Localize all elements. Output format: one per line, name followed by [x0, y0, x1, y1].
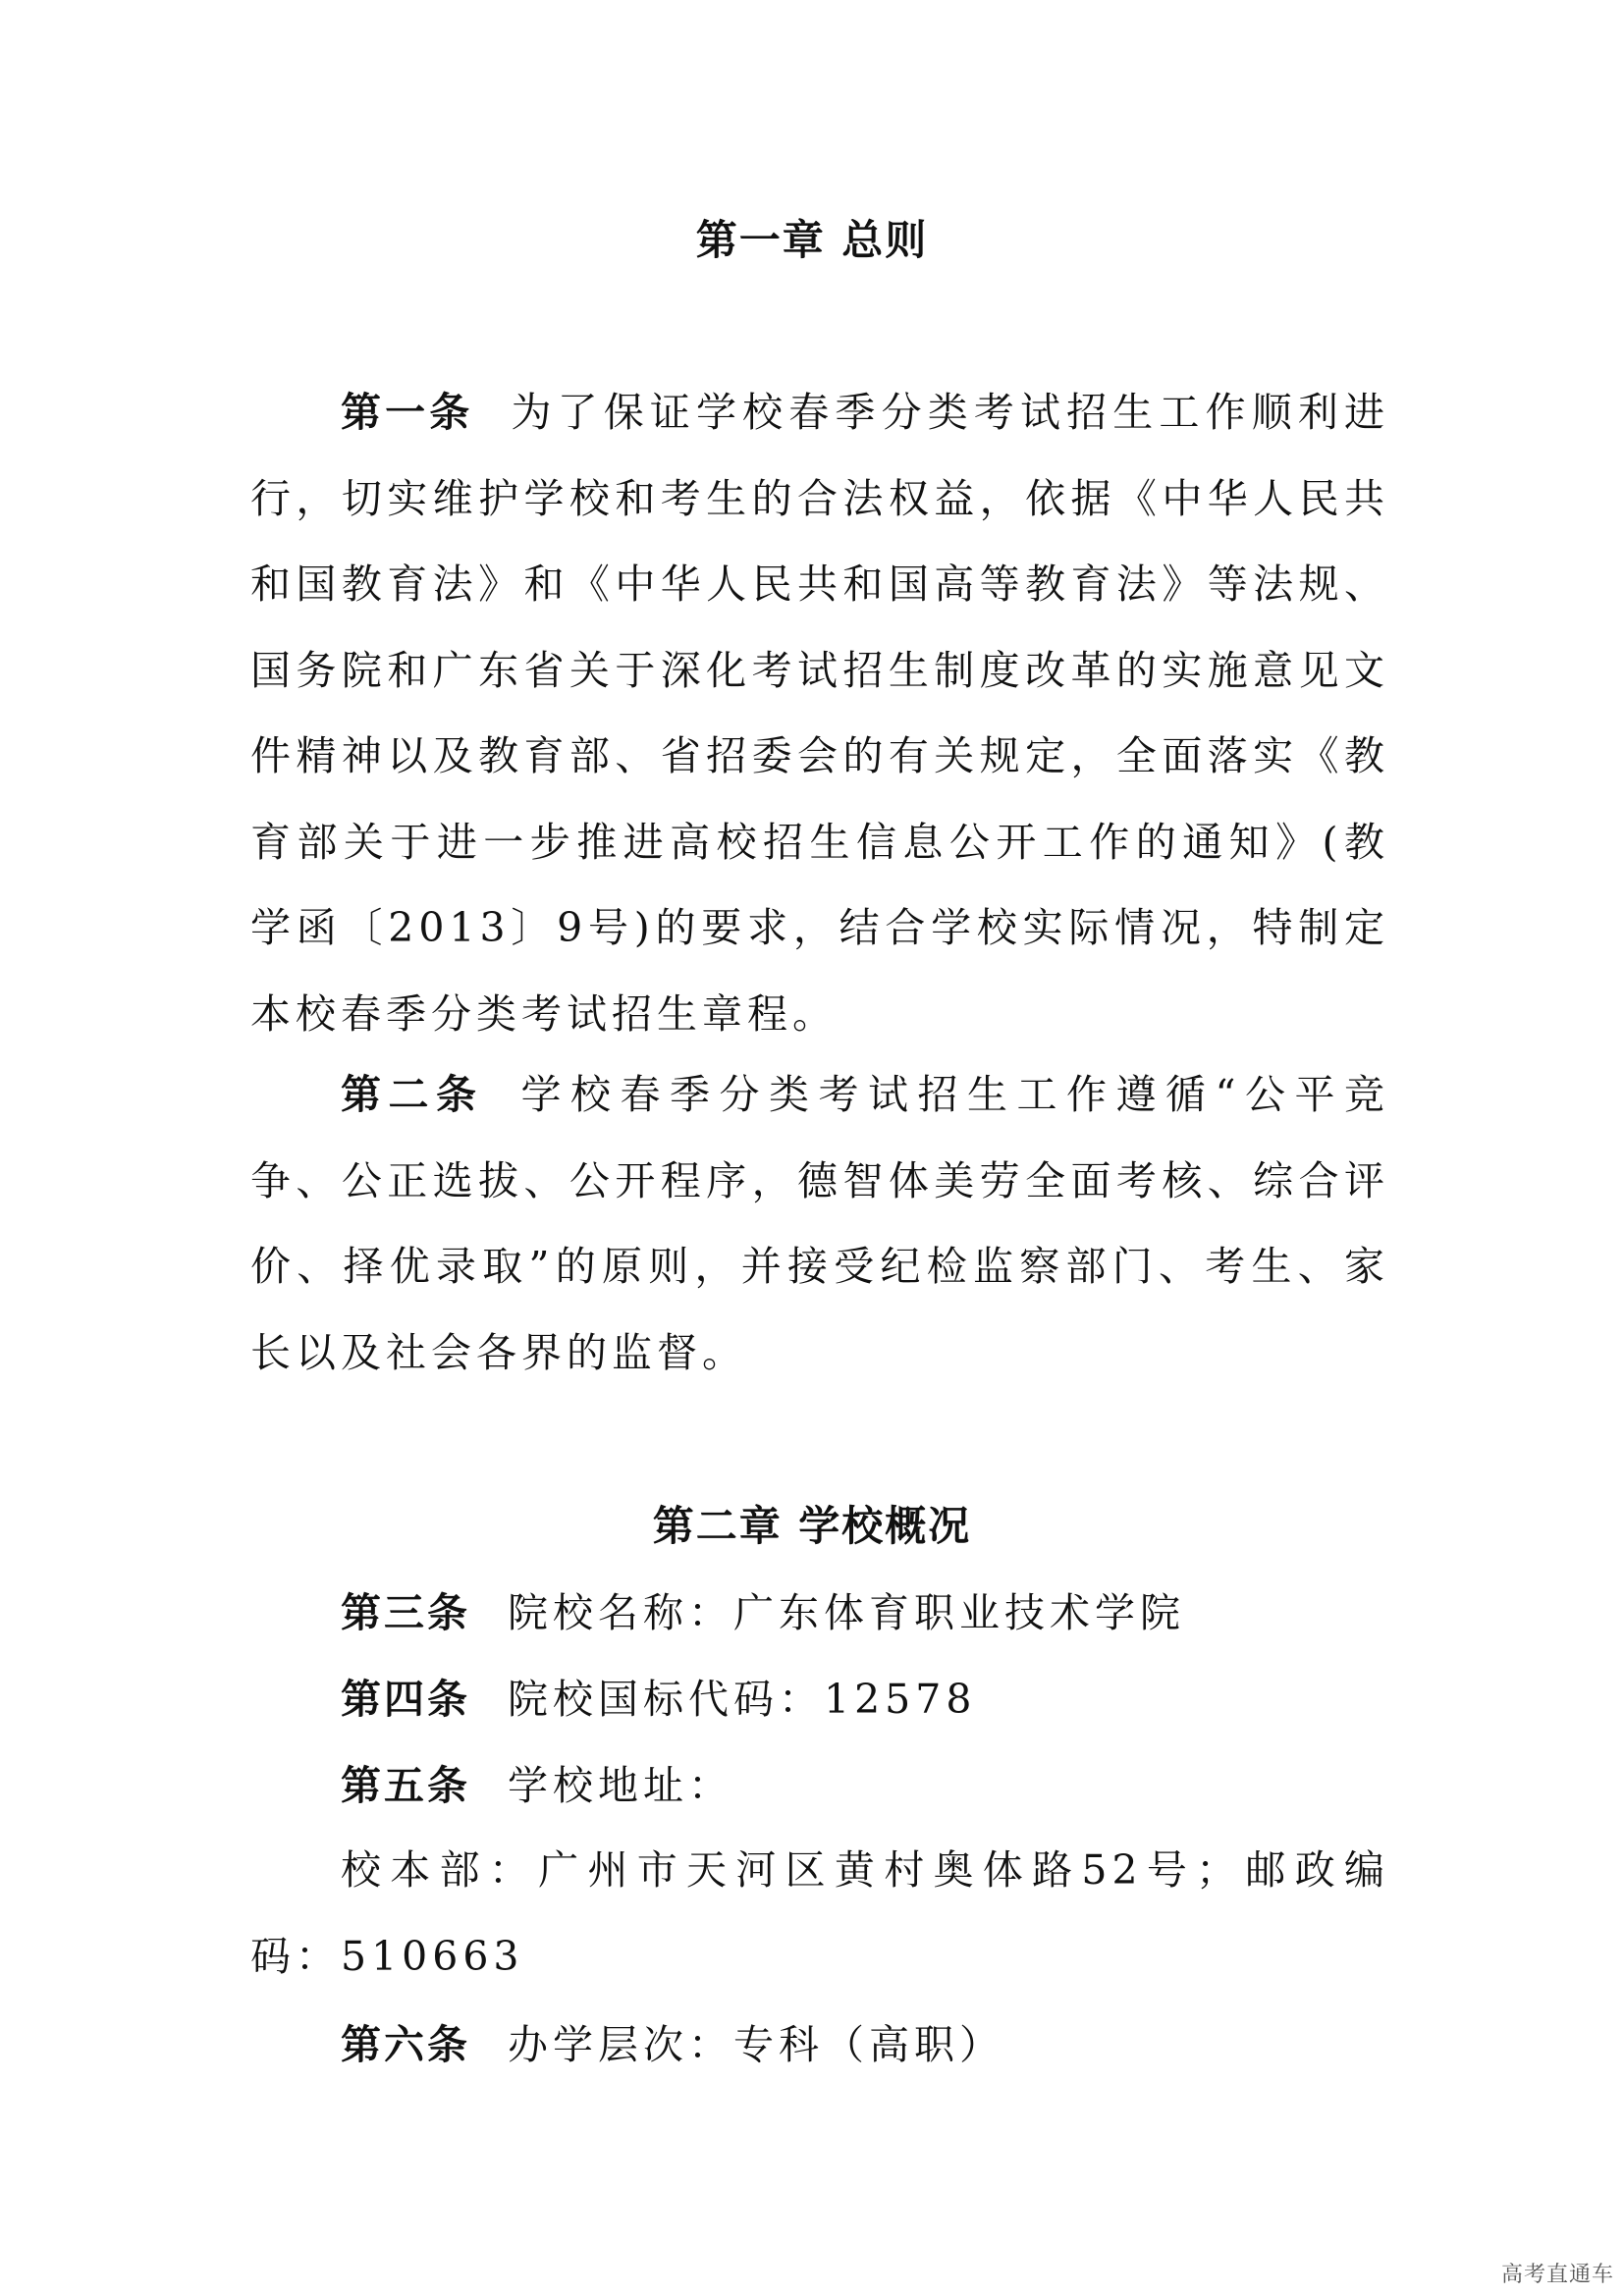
article-6-text: 办学层次：专科（高职）: [508, 2021, 1004, 2068]
article-1-text: 为了保证学校春季分类考试招生工作顺利进行，切实维护学校和考生的合法权益，依据《中华人民共和国教育法》和《中华人民共和国高等教育法》等法规、国务院和广东省关于深化考试招生制度改革的实施意见文件精神以及教育部、省招委会的有关规定，全面落实《教育部关于进一步推进高校招生信息公开工作的通知》(教学函〔2013〕9号)的要求，结合学校实际情况，特制定本校春季分类考试招生章程。: [250, 389, 1390, 1038]
article-2: [250, 1052, 1389, 1396]
article-4-label: 第四条: [341, 1676, 470, 1723]
article-6-label: 第六条: [341, 2021, 470, 2068]
article-4-text: 院校国标代码：12578: [508, 1676, 977, 1723]
watermark-text: 高考直通车: [1500, 2263, 1614, 2287]
article-1: [250, 370, 1389, 1057]
article-5-label: 第五条: [341, 1762, 470, 1809]
article-3-label: 第三条: [341, 1589, 470, 1636]
campus-address: 校本部：广州市天河区黄村奥体路52号；邮政编码：510663: [250, 1846, 1389, 1980]
article-4: [341, 1670, 976, 1729]
article-5-text: 学校地址：: [508, 1762, 733, 1809]
article-2-text: 学校春季分类考试招生工作遵循“公平竞争、公正选拔、公开程序，德智体美劳全面考核、综合评价、择优录取”的原则，并接受纪检监察部门、考生、家长以及社会各界的监督。: [250, 1071, 1390, 1376]
article-3-text: 院校名称：广东体育职业技术学院: [508, 1589, 1185, 1636]
article-6: [341, 2015, 1004, 2074]
article-2-label: 第二条: [341, 1071, 484, 1118]
article-3: [341, 1583, 1185, 1642]
chapter-2-title: 第二章 学校概况: [652, 1502, 972, 1550]
chapter-1-title: 第一章 总则: [695, 216, 929, 264]
article-5: [341, 1756, 733, 1815]
article-1-label: 第一条: [341, 389, 474, 436]
